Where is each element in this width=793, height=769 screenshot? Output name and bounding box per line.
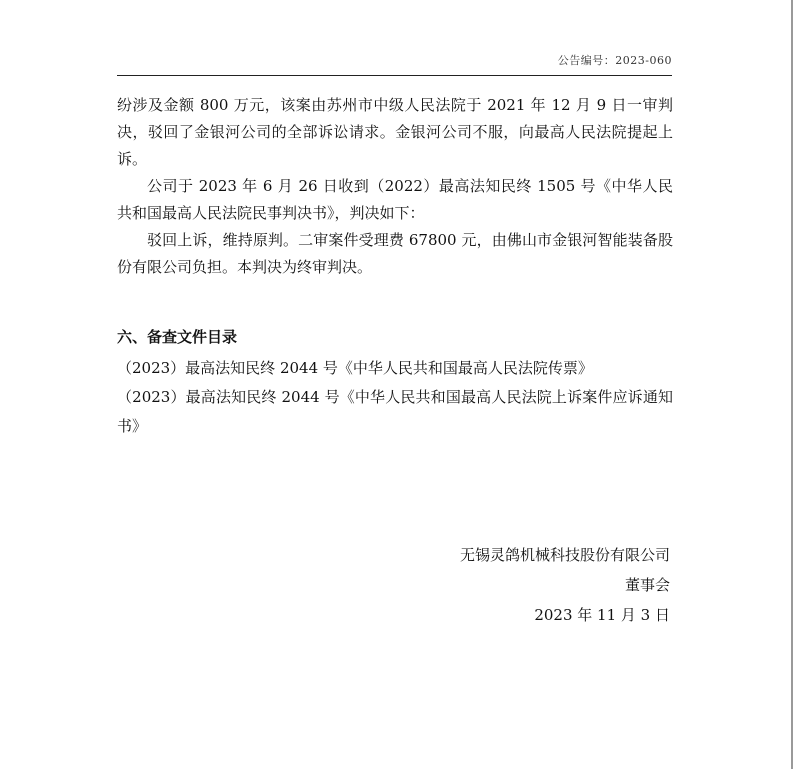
paragraph-judgment-received: 公司于 2023 年 6 月 26 日收到（2022）最高法知民终 1505 号《中华人民共和国最高人民法院民事判决书》，判决如下： [117, 177, 673, 222]
header-divider [117, 75, 672, 76]
paragraph-case-background: 纷涉及金额 800 万元，该案由苏州市中级人民法院于 2021 年 12 月 9 日一审判决，驳回了金银河公司的全部诉讼请求。金银河公司不服，向最高人民法院提起上诉。 [117, 96, 673, 168]
announcement-number: 公告编号：2023-060 [557, 54, 672, 67]
reference-document-list [117, 354, 673, 441]
signature-block [460, 540, 670, 630]
paragraph-judgment-result: 驳回上诉，维持原判。二审案件受理费 67800 元，由佛山市金银河智能装备股份有限公司负担。本判决为终审判决。 [117, 231, 673, 276]
signature-board: 董事会 [624, 576, 670, 594]
reference-document-item: （2023）最高法知民终 2044 号《中华人民共和国最高人民法院上诉案件应诉通知书》 [117, 388, 673, 435]
signature-date: 2023 年 11 月 3 日 [534, 606, 670, 624]
signature-company: 无锡灵鸽机械科技股份有限公司 [459, 546, 670, 564]
judgment-body [117, 92, 673, 281]
section-title-reference-documents: 六、备查文件目录 [117, 328, 238, 346]
reference-document-item: （2023）最高法知民终 2044 号《中华人民共和国最高人民法院传票》 [117, 359, 593, 377]
